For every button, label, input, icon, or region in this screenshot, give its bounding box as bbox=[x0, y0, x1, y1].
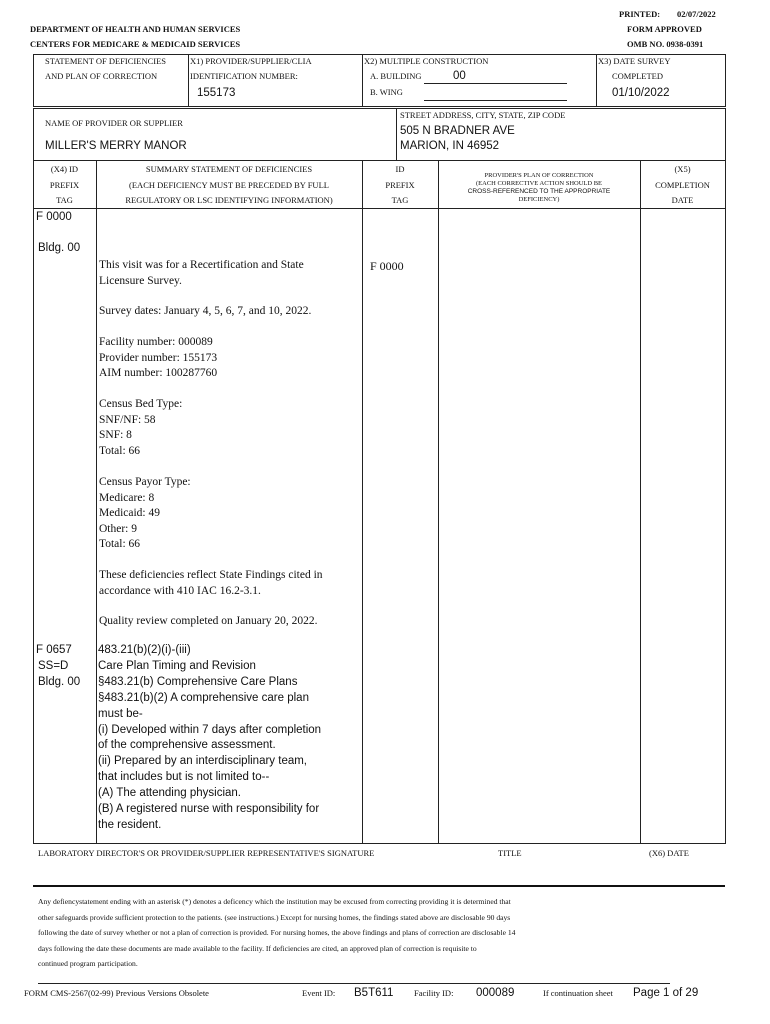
provider-name-label: NAME OF PROVIDER OR SUPPLIER bbox=[45, 118, 183, 128]
provider-id-value: 155173 bbox=[197, 87, 236, 99]
para-census-payor bbox=[99, 475, 191, 553]
signature-divider bbox=[33, 885, 725, 887]
building-value: 00 bbox=[453, 70, 466, 82]
survey-completed-date: 01/10/2022 bbox=[612, 87, 670, 99]
text-line: 483.21(b)(2)(i)-(iii) bbox=[98, 644, 191, 656]
text-line: These deficiencies reflect State Findings cited in bbox=[99, 569, 323, 581]
text-line: Other: 9 bbox=[99, 522, 138, 535]
summary-header-2: (EACH DEFICIENCY MUST BE PRECEDED BY FULL bbox=[129, 180, 329, 190]
form-number: FORM CMS-2567(02-99) Previous Versions Obsolete bbox=[24, 988, 209, 998]
x3-label-1: X3) DATE SURVEY bbox=[598, 56, 671, 66]
text-line: AIM number: 100287760 bbox=[99, 367, 218, 379]
scope-severity: SS=D bbox=[38, 660, 69, 672]
omb-number: OMB NO. 0938-0391 bbox=[627, 39, 704, 49]
text-line: Licensure Survey. bbox=[99, 274, 182, 287]
statement-label-2: AND PLAN OF CORRECTION bbox=[45, 71, 158, 81]
x1-label-1: X1) PROVIDER/SUPPLIER/CLIA bbox=[190, 56, 312, 66]
id-header-2: PREFIX bbox=[385, 180, 415, 190]
continuation-label: If continuation sheet bbox=[543, 988, 613, 998]
text-line: SNF/NF: 58 bbox=[99, 413, 156, 426]
text-line: that includes but is not limited to-- bbox=[98, 771, 270, 784]
x4-header-3: TAG bbox=[56, 195, 73, 205]
text-line: This visit was for a Recertification and State bbox=[99, 259, 304, 271]
para-census-bed bbox=[99, 397, 182, 459]
facility-id-value: 000089 bbox=[476, 987, 515, 999]
bldg-label-2: Bldg. 00 bbox=[38, 676, 81, 688]
form-approved: FORM APPROVED bbox=[627, 24, 702, 34]
x3-label-2: COMPLETED bbox=[612, 71, 663, 81]
para-recert bbox=[99, 258, 304, 289]
building-label: A. BUILDING bbox=[370, 71, 422, 81]
text-line: accordance with 410 IAC 16.2-3.1. bbox=[99, 584, 261, 597]
text-line: Census Payor Type: bbox=[99, 476, 191, 488]
x5-header-2: COMPLETION bbox=[655, 180, 710, 190]
poc-header-2: (EACH CORRECTIVE ACTION SHOULD BE bbox=[475, 180, 603, 187]
statement-label-1: STATEMENT OF DEFICIENCIES bbox=[45, 56, 167, 66]
disclaimer bbox=[38, 894, 515, 972]
printed-label: PRINTED: bbox=[619, 9, 661, 19]
summary-header-3: REGULATORY OR LSC IDENTIFYING INFORMATION) bbox=[125, 195, 333, 205]
text-line: (ii) Prepared by an interdisciplinary team, bbox=[98, 755, 308, 768]
text-line: Facility number: 000089 bbox=[99, 336, 213, 348]
disclaimer-line: other safeguards provide sufficient protection to the patients. (see instructions.) Except for nursing homes, the findings stated above are disclosable 90 days bbox=[38, 912, 511, 922]
text-line: Total: 66 bbox=[99, 538, 141, 550]
text-line: Survey dates: January 4, 5, 6, 7, and 10, 2022. bbox=[99, 305, 312, 317]
text-line: of the comprehensive assessment. bbox=[98, 739, 276, 752]
facility-id-label: Facility ID: bbox=[414, 988, 454, 998]
centers-title: CENTERS FOR MEDICARE & MEDICAID SERVICES bbox=[30, 39, 241, 49]
text-line: §483.21(b) Comprehensive Care Plans bbox=[98, 675, 298, 688]
address-line-1: 505 N BRADNER AVE bbox=[400, 125, 515, 137]
poc-header-1: PROVIDER'S PLAN OF CORRECTION bbox=[484, 172, 594, 179]
x4-header-1: (X4) ID bbox=[50, 164, 79, 174]
summary-header-1: SUMMARY STATEMENT OF DEFICIENCIES bbox=[145, 164, 313, 174]
footer-divider bbox=[38, 983, 670, 984]
tag-f0000: F 0000 bbox=[36, 211, 72, 223]
disclaimer-line: Any defiencystatement ending with an asterisk (*) denotes a deficency which the institution may be excused from correcting providing it is determined that bbox=[38, 897, 511, 906]
id-header-1: ID bbox=[395, 164, 405, 174]
text-line: Quality review completed on January 20, 2022. bbox=[99, 615, 318, 627]
text-line: Provider number: 155173 bbox=[99, 351, 218, 364]
address-label: STREET ADDRESS, CITY, STATE, ZIP CODE bbox=[400, 110, 566, 120]
disclaimer-line: following the date of survey whether or not a plan of correction is provided. For nursing homes, the above findings and plans of correction are disclosable 14 bbox=[38, 928, 516, 937]
x1-label-2: IDENTIFICATION NUMBER: bbox=[190, 71, 298, 81]
para-facility-info bbox=[99, 335, 217, 382]
text-line: the resident. bbox=[98, 818, 162, 831]
tag-f0657: F 0657 bbox=[36, 644, 72, 656]
text-line: Medicare: 8 bbox=[99, 491, 155, 504]
poc-header-3: CROSS-REFERENCED TO THE APPROPRIATE bbox=[467, 188, 611, 195]
para-quality-review bbox=[99, 614, 317, 630]
x6-date-label: (X6) DATE bbox=[649, 848, 689, 858]
signature-label: LABORATORY DIRECTOR'S OR PROVIDER/SUPPLIER REPRESENTATIVE'S SIGNATURE bbox=[38, 848, 375, 858]
text-line: Care Plan Timing and Revision bbox=[98, 659, 256, 672]
printed-date: 02/07/2022 bbox=[677, 9, 716, 19]
x5-header-1: (X5) bbox=[674, 164, 691, 174]
dept-title: DEPARTMENT OF HEALTH AND HUMAN SERVICES bbox=[30, 24, 241, 34]
wing-label: B. WING bbox=[370, 87, 403, 97]
address-line-2: MARION, IN 46952 bbox=[400, 140, 500, 152]
bldg-label-1: Bldg. 00 bbox=[38, 242, 81, 254]
right-tag-f0000: F 0000 bbox=[370, 259, 404, 273]
text-line: SNF: 8 bbox=[99, 429, 132, 441]
text-line: Total: 66 bbox=[99, 444, 141, 457]
provider-name-value: MILLER'S MERRY MANOR bbox=[45, 140, 187, 152]
x2-label: X2) MULTIPLE CONSTRUCTION bbox=[364, 56, 489, 66]
text-line: §483.21(b)(2) A comprehensive care plan bbox=[98, 691, 309, 704]
text-line: (A) The attending physician. bbox=[98, 787, 241, 800]
disclaimer-line: continued program participation. bbox=[38, 959, 138, 968]
id-header-3: TAG bbox=[391, 195, 409, 205]
x4-header-2: PREFIX bbox=[49, 180, 80, 190]
x5-header-3: DATE bbox=[671, 195, 694, 205]
text-line: Census Bed Type: bbox=[99, 398, 183, 410]
text-line: (i) Developed within 7 days after completion bbox=[98, 723, 322, 736]
para-state-findings bbox=[99, 568, 323, 599]
para-survey-dates bbox=[99, 304, 311, 320]
event-id-label: Event ID: bbox=[302, 988, 336, 998]
page-number: Page 1 of 29 bbox=[633, 987, 699, 999]
text-line: Medicaid: 49 bbox=[99, 507, 160, 519]
poc-header-4: DEFICIENCY) bbox=[518, 196, 560, 203]
para-care-plan bbox=[98, 643, 321, 834]
text-line: must be- bbox=[98, 707, 143, 720]
text-line: (B) A registered nurse with responsibility for bbox=[98, 803, 320, 816]
title-label: TITLE bbox=[498, 848, 522, 858]
event-id-value: B5T611 bbox=[354, 987, 394, 999]
disclaimer-line: days following the date these documents are made available to the facility. If deficiencies are cited, an approved plan of correction is requisite to bbox=[38, 943, 477, 953]
